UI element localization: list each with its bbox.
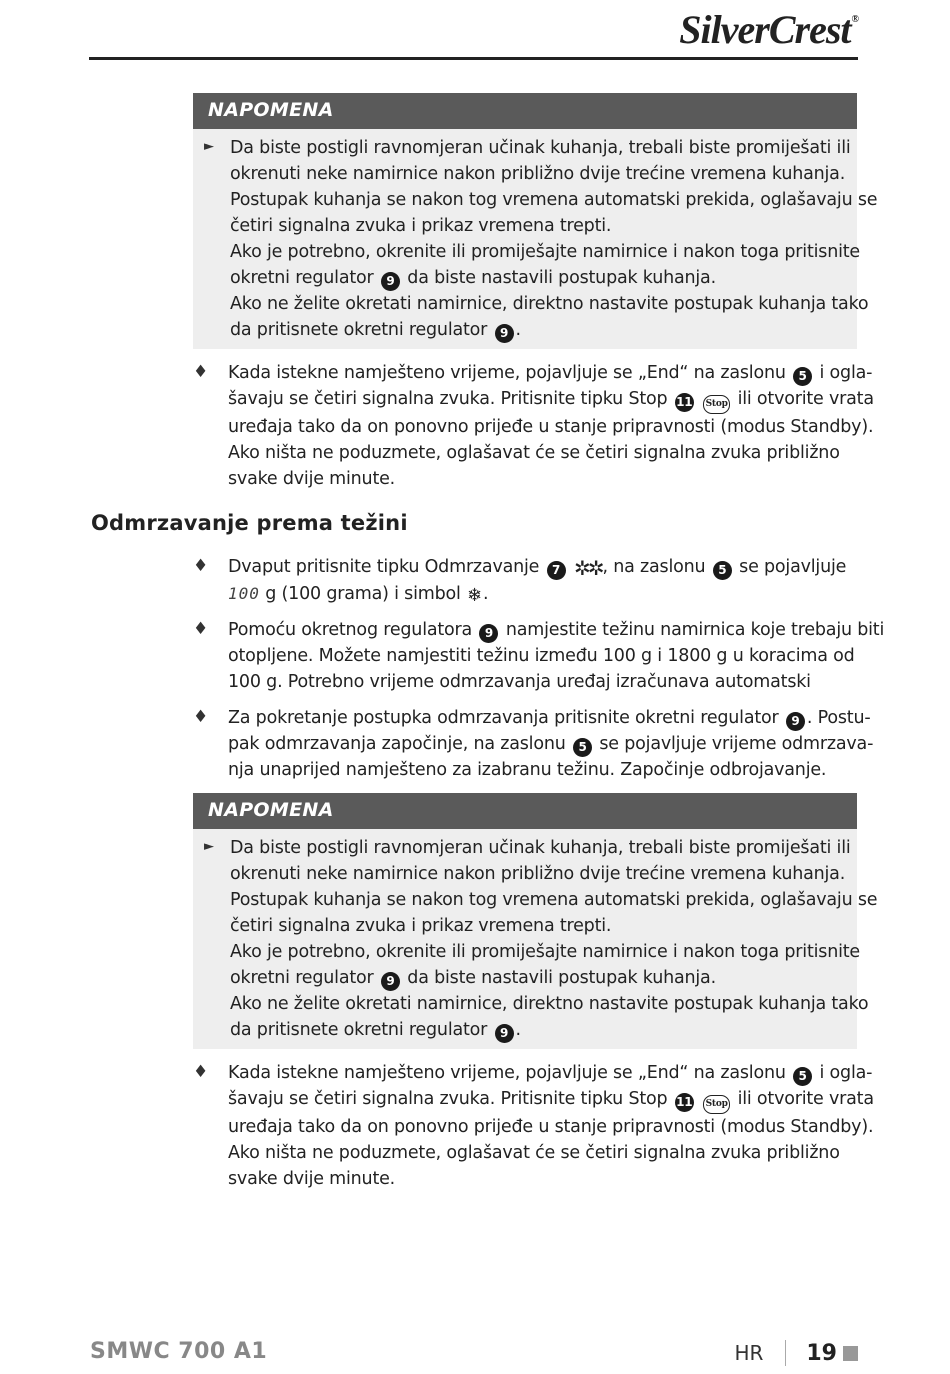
note-box bbox=[193, 93, 878, 349]
note-line: da pritisnete okretni regulator 9 . bbox=[230, 1017, 847, 1043]
arrow-icon: ► bbox=[204, 139, 214, 154]
footer-model: SMWC 700 A1 bbox=[90, 1339, 268, 1364]
note-line: Ako ne želite okretati namirnice, direktno nastavite postupak kuhanja tako bbox=[230, 294, 869, 314]
knob-ref-badge: 9 bbox=[495, 324, 514, 343]
note-line: okretni regulator 9 da biste nastavili postupak kuhanja. bbox=[230, 265, 847, 291]
note-line: četiri signalna zvuka i prikaz vremena trepti. bbox=[230, 916, 612, 936]
note-line: okrenuti neke namirnice nakon približno dvije trećine vremena kuhanja. bbox=[230, 864, 846, 884]
note-heading: NAPOMENA bbox=[193, 793, 857, 829]
stop-ref-badge: 11 bbox=[675, 1093, 694, 1112]
display-ref-badge: 5 bbox=[793, 1067, 812, 1086]
footer-divider bbox=[785, 1340, 786, 1366]
display-ref-badge: 5 bbox=[713, 561, 732, 580]
defrost-ref-badge: 7 bbox=[547, 561, 566, 580]
note-line: okretni regulator 9 da biste nastavili postupak kuhanja. bbox=[230, 965, 847, 991]
section-title: Odmrzavanje prema težini bbox=[91, 511, 408, 535]
display-ref-badge: 5 bbox=[793, 367, 812, 386]
footer-language: HR bbox=[734, 1341, 764, 1365]
stop-button-icon: Stop bbox=[703, 395, 730, 414]
diamond-bullet-icon: ♦ bbox=[193, 556, 209, 576]
note-line: Postupak kuhanja se nakon tog vremena automatski prekida, oglašavaju se bbox=[230, 890, 878, 910]
knob-ref-badge: 9 bbox=[495, 1024, 514, 1043]
header-rule bbox=[89, 57, 858, 60]
note-line: Da biste postigli ravnomjeran učinak kuhanja, trebali biste promiješati ili bbox=[230, 138, 851, 158]
knob-ref-badge: 9 bbox=[381, 272, 400, 291]
note-line: Postupak kuhanja se nakon tog vremena automatski prekida, oglašavaju se bbox=[230, 190, 878, 210]
page-number: 19 bbox=[806, 1340, 837, 1366]
diamond-bullet-icon: ♦ bbox=[193, 362, 209, 382]
diamond-bullet-icon: ♦ bbox=[193, 619, 209, 639]
display-readout: 100 bbox=[228, 584, 260, 603]
display-ref-badge: 5 bbox=[573, 738, 592, 757]
diamond-bullet-icon: ♦ bbox=[193, 707, 209, 727]
stop-button-icon: Stop bbox=[703, 1095, 730, 1114]
note-line: Da biste postigli ravnomjeran učinak kuhanja, trebali biste promiješati ili bbox=[230, 838, 851, 858]
note-line: Ako ne želite okretati namirnice, direktno nastavite postupak kuhanja tako bbox=[230, 994, 869, 1014]
knob-ref-badge: 9 bbox=[381, 972, 400, 991]
page-square-icon bbox=[843, 1346, 858, 1361]
note-heading: NAPOMENA bbox=[193, 93, 857, 129]
defrost-icon: ✲✲ bbox=[574, 556, 602, 580]
diamond-bullet-icon: ♦ bbox=[193, 1062, 209, 1082]
note-line: okrenuti neke namirnice nakon približno dvije trećine vremena kuhanja. bbox=[230, 164, 846, 184]
knob-ref-badge: 9 bbox=[479, 624, 498, 643]
stop-ref-badge: 11 bbox=[675, 393, 694, 412]
knob-ref-badge: 9 bbox=[786, 712, 805, 731]
note-line: četiri signalna zvuka i prikaz vremena trepti. bbox=[230, 216, 612, 236]
note-line: Ako je potrebno, okrenite ili promiješajte namirnice i nakon toga pritisnite bbox=[230, 242, 860, 262]
footer-page-info bbox=[734, 1340, 858, 1366]
arrow-icon: ► bbox=[204, 839, 214, 854]
thaw-symbol-icon: ❄ bbox=[467, 585, 482, 606]
note-line: da pritisnete okretni regulator 9 . bbox=[230, 317, 847, 343]
brand-logo: SilverCrest® bbox=[679, 7, 858, 52]
note-box bbox=[193, 793, 878, 1049]
note-line: Ako je potrebno, okrenite ili promiješajte namirnice i nakon toga pritisnite bbox=[230, 942, 860, 962]
